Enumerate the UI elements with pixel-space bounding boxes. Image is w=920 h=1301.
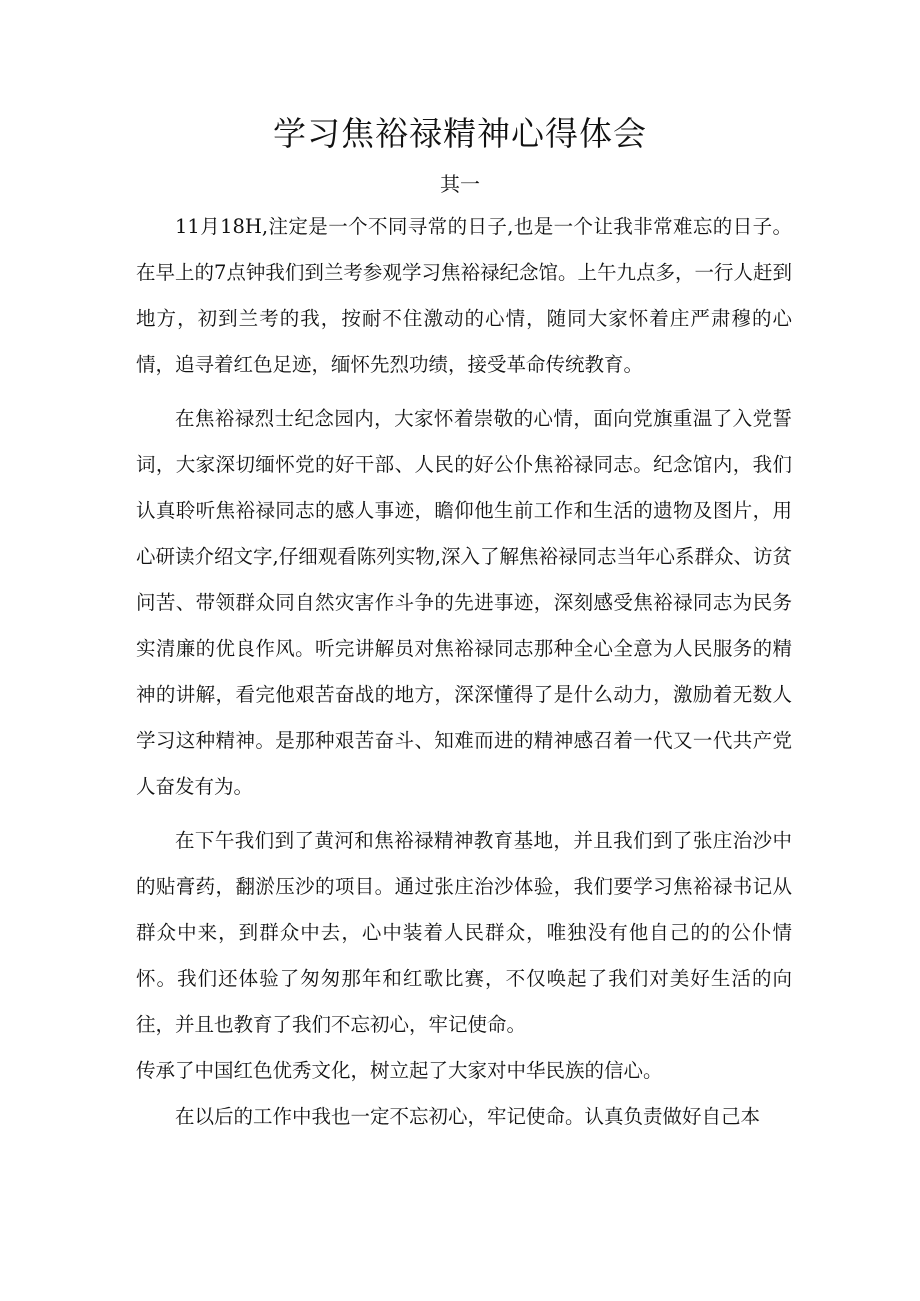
- paragraph-1: 11月18H,注定是一个不同寻常的日子,也是一个让我非常难忘的日子。在早上的7点钟我们到兰考参观学习焦裕禄纪念馆。上午九点多，一行人赶到地方，初到兰考的我，按耐不住激动的心情，随同大家怀着庄严肃穆的心情，追寻着红色足迹，缅怀先烈功绩，接受革命传统教育。: [136, 215, 792, 376]
- paragraph-2: 在焦裕禄烈士纪念园内，大家怀着崇敬的心情，面向党旗重温了入党誓词，大家深切缅怀党的好干部、人民的好公仆焦裕禄同志。纪念馆内，我们认真聆听焦裕禄同志的感人事迹，瞻仰他生前工作和生活的遗物及图片，用心研读介绍文字,仔细观看陈列实物,深入了解焦裕禄同志当年心系群众、访贫问苦、带领群众同自然灾害作斗争的先进事迹，深刻感受焦裕禄同志为民务实清廉的优良作风。听完讲解员对焦裕禄同志那种全心全意为人民服务的精神的讲解，看完他艰苦奋战的地方，深深懂得了是什么动力，激励着无数人学习这种精神。是那种艰苦奋斗、知难而进的精神感召着一代又一代共产党人奋发有为。: [136, 407, 792, 798]
- document-subtitle: 其一: [440, 172, 480, 196]
- paragraph-5: 在以后的工作中我也一定不忘初心，牢记使命。认真负责做好自己本: [175, 1105, 761, 1128]
- paragraph-4: 传承了中国红色优秀文化，树立起了大家对中华民族的信心。: [136, 1059, 663, 1082]
- document-title: 学习焦裕禄精神心得体会: [273, 114, 647, 153]
- paragraph-3: 在下午我们到了黄河和焦裕禄精神教育基地，并且我们到了张庄治沙中的贴膏药，翻淤压沙的项目。通过张庄治沙体验，我们要学习焦裕禄书记从群众中来，到群众中去，心中装着人民群众，唯独没有他自己的的公仆情怀。我们还体验了匆匆那年和红歌比赛，不仅唤起了我们对美好生活的向往，并且也教育了我们不忘初心，牢记使命。: [136, 829, 792, 1036]
- document-body: [136, 204, 792, 1140]
